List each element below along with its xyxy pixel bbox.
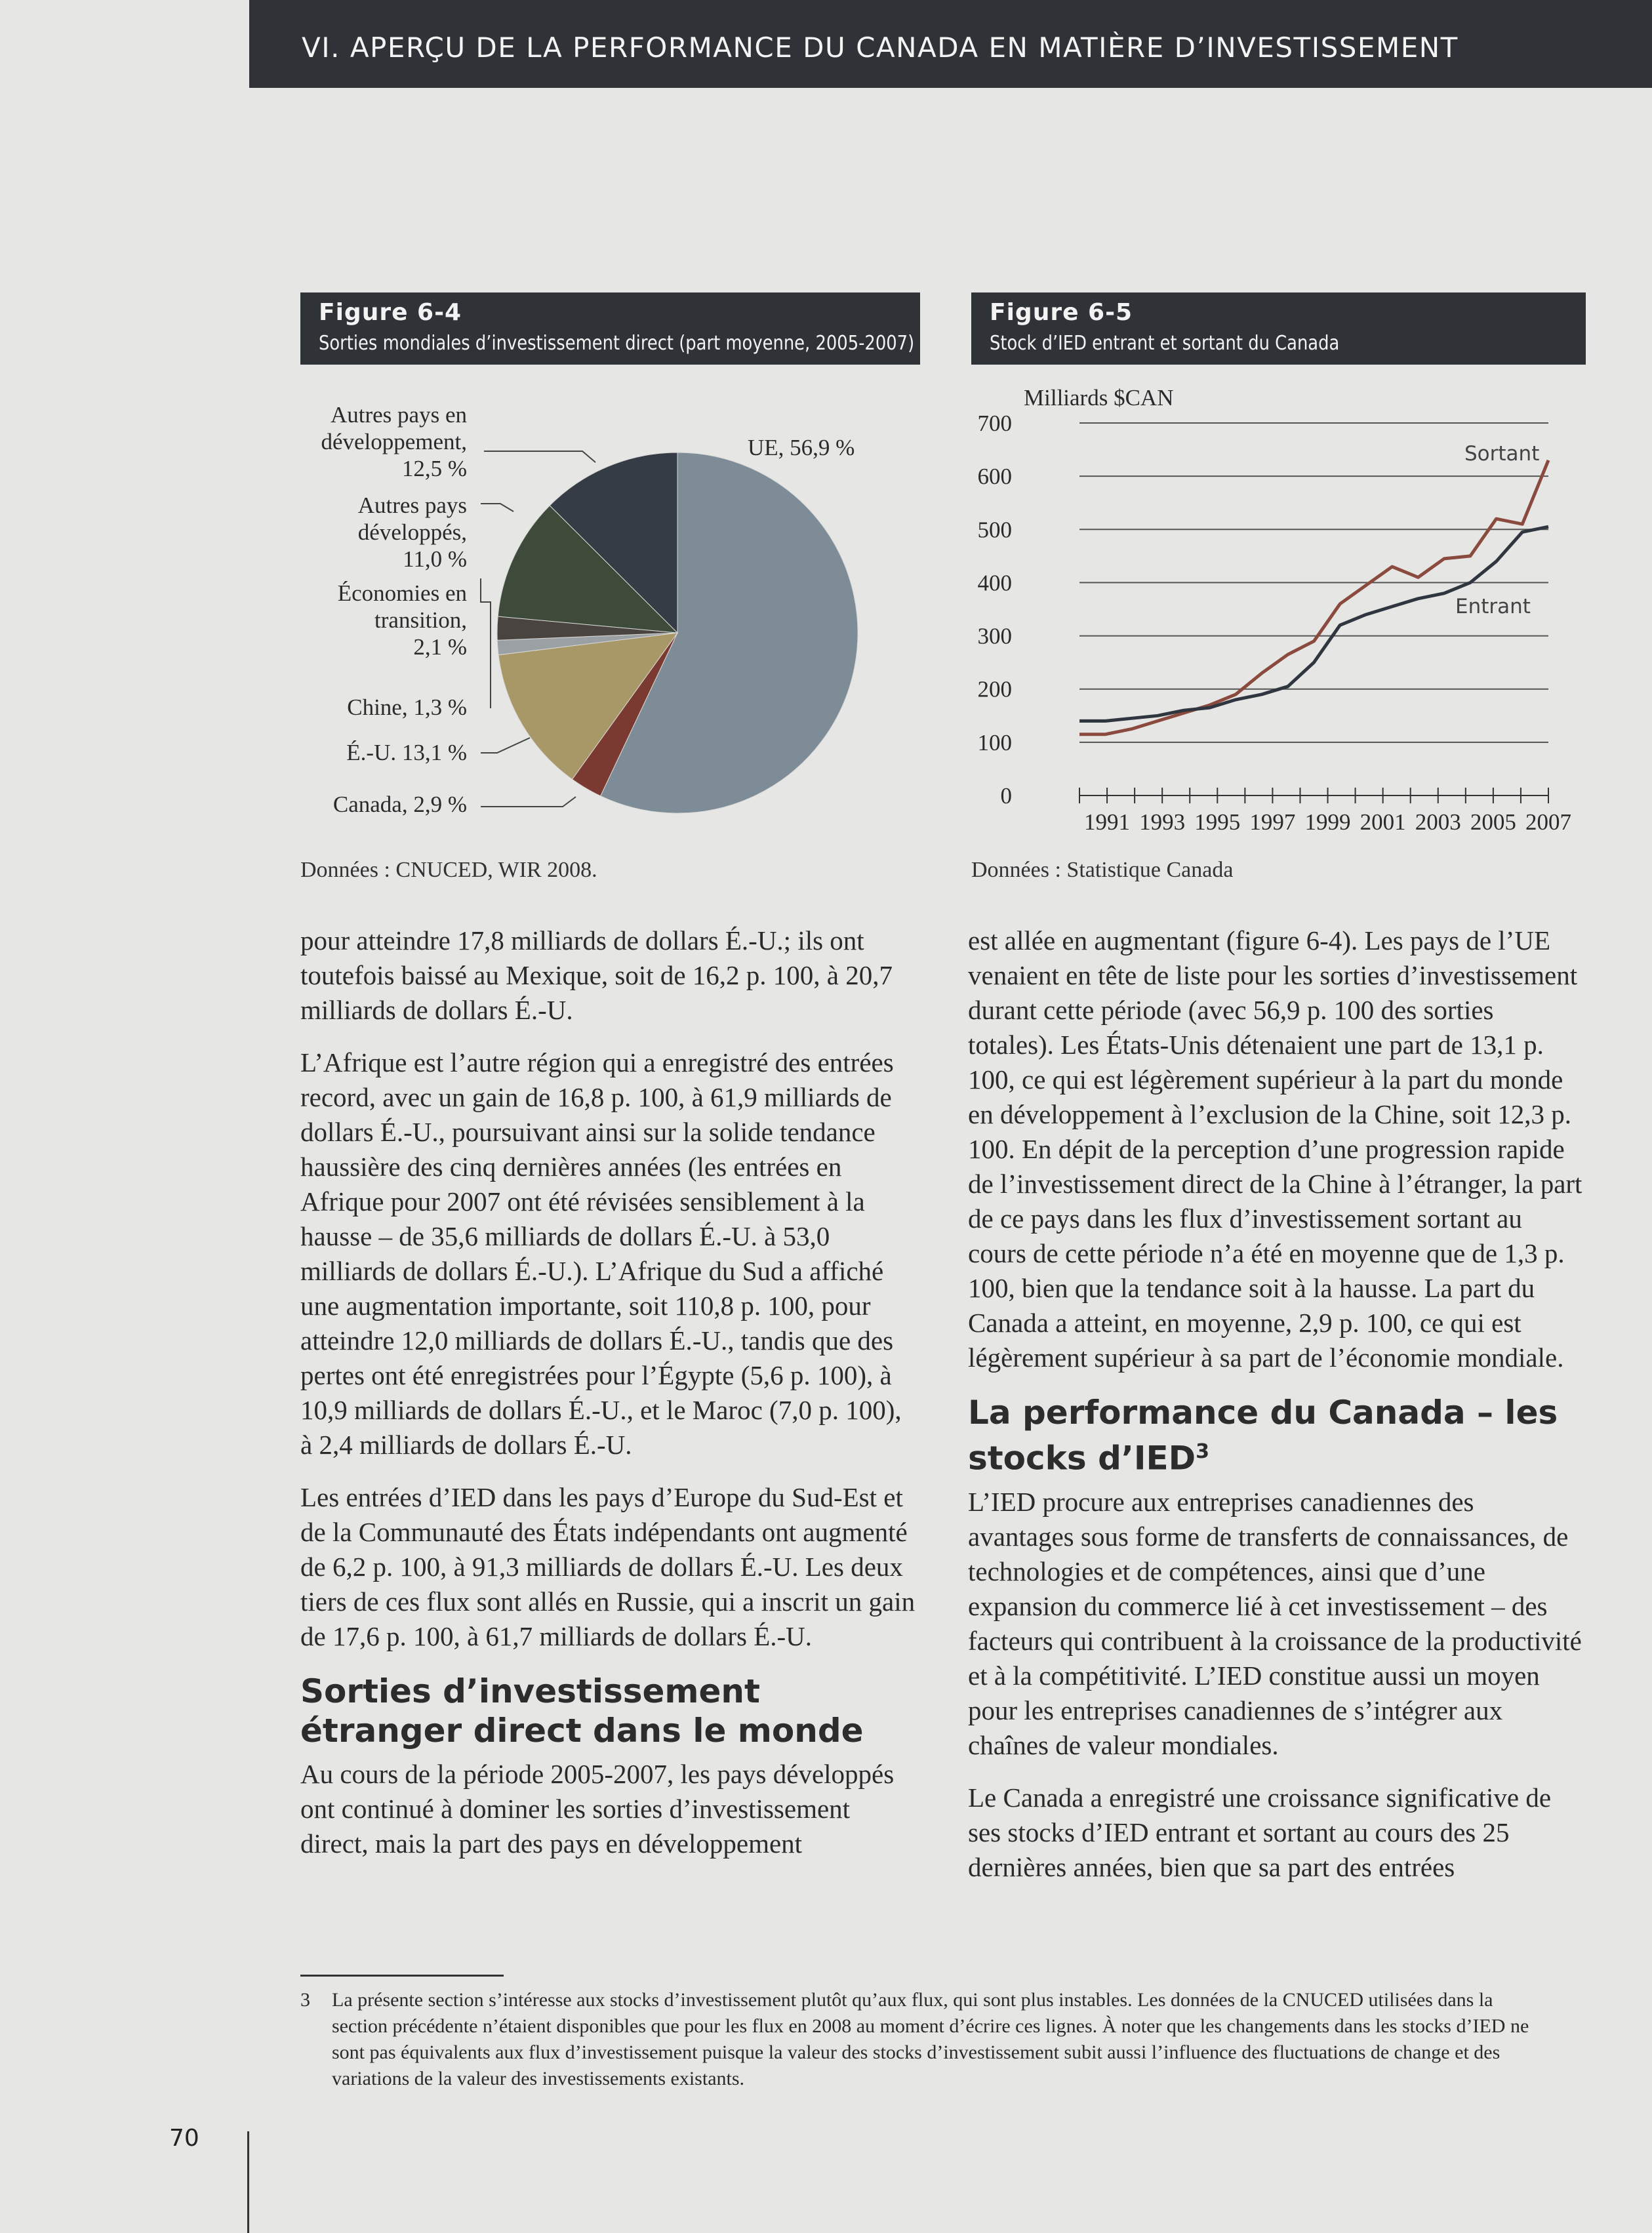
y-axis-label: Milliards $CAN — [1024, 385, 1174, 411]
series-line-entrant — [1079, 527, 1548, 721]
series-label-entrant: Entrant — [1455, 595, 1531, 618]
leader-transition — [481, 578, 484, 602]
footnote-number: 3 — [300, 1989, 310, 2011]
x-tick-label-1999: 1999 — [1304, 809, 1351, 835]
x-tick-label-1993: 1993 — [1139, 809, 1186, 835]
y-tick-label-0: 0 — [1000, 783, 1012, 809]
footnote-text: La présente section s’intéresse aux stocks d’investissement plutôt qu’aux flux, qui sont plus instables. Les données de la CNUCED utilisées dans la section précédente n’étaient disponibles que pour les flux en 2008 au moment d’écrire ces lignes. À noter que les changements dans les stocks d’IED ne sont pas équivalents aux flux d’investissement puisque la valeur des stocks d’investissement subit aussi l’influence des fluctuations de change et des variations de la valeur des investissements existants. — [332, 1989, 1529, 2089]
pie-label-eu: É.-U. 13,1 % — [346, 740, 467, 765]
pie-label-canada: Canada, 2,9 % — [332, 792, 467, 817]
figure-6-5-label: Figure 6-5 — [990, 299, 1133, 326]
x-tick-label-2001: 2001 — [1360, 809, 1406, 835]
left-column — [300, 923, 920, 1879]
y-tick-label-700: 700 — [977, 411, 1012, 436]
figure-6-4-label: Figure 6-4 — [319, 299, 462, 326]
footnote-ref: 3 — [1196, 1440, 1209, 1463]
chapter-title: VI. APERÇU DE LA PERFORMANCE DU CANADA EN MATIÈRE D’INVESTISSEMENT — [302, 31, 1459, 64]
y-tick-label-500: 500 — [977, 517, 1012, 543]
x-tick-label-2005: 2005 — [1470, 809, 1516, 835]
section-heading-sorties: Sorties d’investissement étranger direct dans le monde — [300, 1672, 864, 1750]
page-number-rule — [247, 2131, 249, 2233]
leader-eu — [481, 738, 530, 753]
figure-6-4-source: Données : CNUCED, WIR 2008. — [300, 858, 597, 882]
right-column — [968, 923, 1584, 1902]
figure-6-5-header — [971, 292, 1586, 365]
left-paragraph-2: L’Afrique est l’autre région qui a enregistré des entrées record, avec un gain de 16,8 p. 100, à 61,9 milliards de dollars É.-U., poursuivant ainsi sur la solide tendance haussière des cinq dernières années (les entrées en Afrique pour 2007 ont été révisées sensiblement à la hausse – de 35,6 milliards de dollars É.-U. à 53,0 milliards de dollars É.-U.). L’Afrique du Sud a affiché une augmentation importante, soit 110,8 p. 100, pour atteindre 12,0 milliards de dollars É.-U., tandis que des pertes ont été enregistrées pour l’Égypte (5,6 p. 100), à 10,9 milliards de dollars É.-U., et le Maroc (7,0 p. 100), à 2,4 milliards de dollars É.-U. — [300, 1047, 902, 1460]
line-chart — [971, 374, 1586, 846]
y-tick-label-300: 300 — [977, 623, 1012, 649]
x-tick-label-1995: 1995 — [1194, 809, 1241, 835]
leader-autres-developpes — [481, 504, 514, 512]
x-tick-label-2003: 2003 — [1415, 809, 1461, 835]
y-tick-label-400: 400 — [977, 570, 1012, 596]
pie-label-chine: Chine, 1,3 % — [347, 694, 467, 720]
leader-canada — [481, 797, 576, 807]
figure-6-4-subtitle: Sorties mondiales d’investissement direct (part moyenne, 2005-2007) — [319, 332, 915, 355]
left-paragraph-3: Les entrées d’IED dans les pays d’Europe du Sud-Est et de la Communauté des États indépendants ont augmenté de 6,2 p. 100, à 91,3 milliards de dollars É.-U. Les deux tiers de ces flux sont allés en Russie, qui a inscrit un gain de 17,6 p. 100, à 61,7 milliards de dollars É.-U. — [300, 1482, 916, 1651]
pie-label-autres-developpes: Autres pays développés, 11,0 % — [357, 493, 467, 572]
right-paragraph-1: est allée en augmentant (figure 6-4). Les pays de l’UE venaient en tête de liste pour les sorties d’investissement durant cette période (avec 56,9 p. 100 des sorties totales). Les États-Unis détenaient une part de 13,1 p. 100, ce qui est légèrement supérieur à la part du monde en développement à l’exclusion de la Chine, soit 12,3 p. 100. En dépit de la perception d’une progression rapide de l’investissement direct de la Chine à l’étranger, la part de ce pays dans les flux d’investissement sortant au cours de cette période n’a été en moyenne que de 1,3 p. 100, bien que la tendance soit à la hausse. La part du Canada a atteint, en moyenne, 2,9 p. 100, ce qui est légèrement supérieur à sa part de l’économie mondiale. — [968, 925, 1582, 1373]
y-tick-label-100: 100 — [977, 729, 1012, 755]
x-tick-label-1991: 1991 — [1084, 809, 1131, 835]
page-number: 70 — [169, 2125, 199, 2152]
y-tick-label-600: 600 — [977, 464, 1012, 490]
series-label-sortant: Sortant — [1464, 442, 1540, 466]
leader-autres-dev — [484, 451, 595, 462]
x-tick-label-2007: 2007 — [1525, 809, 1571, 835]
pie-label-transition: Économies en transition, 2,1 % — [337, 580, 467, 660]
figure-6-4-header — [300, 292, 920, 365]
left-paragraph-1: pour atteindre 17,8 milliards de dollars É.-U.; ils ont toutefois baissé au Mexique, soit de 16,2 p. 100, à 20,7 milliards de dollars É.-U. — [300, 925, 893, 1025]
figure-6-5-source: Données : Statistique Canada — [971, 858, 1234, 882]
section-heading-performance: La performance du Canada – les stocks d’IED$^3$ — [968, 1394, 1558, 1478]
pie-label-autres-dev: Autres pays en développement, 12,5 % — [321, 402, 467, 481]
footnote-rule — [300, 1975, 504, 1977]
leader-chine — [484, 602, 491, 708]
x-tick-label-1997: 1997 — [1249, 809, 1296, 835]
left-paragraph-4: Au cours de la période 2005-2007, les pays développés ont continué à dominer les sorties d’investissement direct, mais la part des pays en développement — [300, 1759, 895, 1859]
right-paragraph-2: L’IED procure aux entreprises canadiennes des avantages sous forme de transferts de connaissances, de technologies et de compétences, ainsi que d’une expansion du commerce lié à cet investissement – des facteurs qui contribuent à la croissance de la productivité et à la compétitivité. L’IED constitue aussi un moyen pour les entreprises canadiennes de s’intégrer aux chaînes de valeur mondiales. — [968, 1486, 1582, 1760]
y-tick-label-200: 200 — [977, 676, 1012, 702]
pie-label-ue: UE, 56,9 % — [748, 435, 855, 460]
right-paragraph-3: Le Canada a enregistré une croissance significative de ses stocks d’IED entrant et sortant au cours des 25 dernières années, bien que sa part des entrées — [968, 1782, 1552, 1882]
figure-6-5-subtitle: Stock d’IED entrant et sortant du Canada — [990, 332, 1340, 355]
